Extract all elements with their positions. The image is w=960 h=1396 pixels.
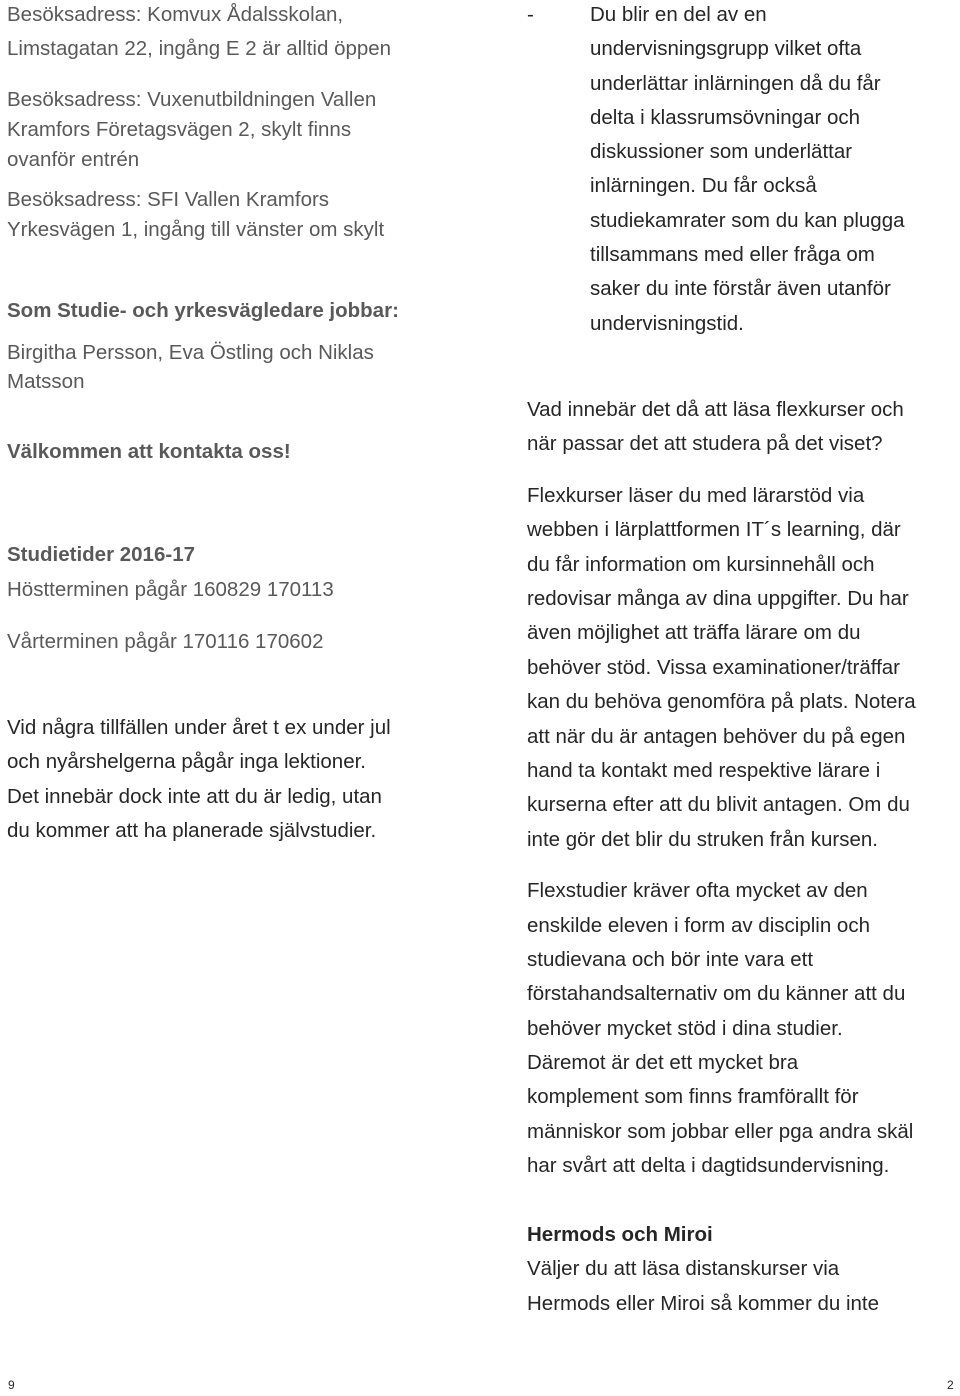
page-number-right: 2 — [947, 1378, 954, 1392]
text-line: diskussioner som underlättar — [590, 140, 853, 163]
text-line: delta i klassrumsövningar och — [590, 106, 861, 129]
text-line: inlärningen. Du får också — [590, 174, 817, 197]
text-line: även möjlighet att träffa lärare om du — [527, 621, 861, 644]
section-heading: Studietider 2016-17 — [7, 543, 195, 566]
text-line: du får information om kursinnehåll och — [527, 553, 875, 576]
text-line: Vårterminen pågår 170116 170602 — [7, 630, 324, 653]
text-line: Vid några tillfällen under året t ex under jul — [7, 716, 391, 739]
text-line: studiekamrater som du kan plugga — [590, 209, 905, 232]
section-heading: Som Studie- och yrkesvägledare jobbar: — [7, 299, 399, 322]
text-line: enskilde eleven i form av disciplin och — [527, 914, 870, 937]
text-line: ovanför entrén — [7, 148, 140, 171]
text-line: Du blir en del av en — [590, 3, 767, 26]
text-line: Höstterminen pågår 160829 170113 — [7, 578, 334, 601]
text-line: undervisningstid. — [590, 312, 744, 335]
text-line: människor som jobbar eller pga andra skäl — [527, 1120, 914, 1143]
text-line: Vad innebär det då att läsa flexkurser och — [527, 398, 904, 421]
text-line: Besöksadress: Vuxenutbildningen Vallen — [7, 88, 377, 111]
text-line: saker du inte förstår även utanför — [590, 277, 891, 300]
text-line: studievana och bör inte vara ett — [527, 948, 814, 971]
text-line: Kramfors Företagsvägen 2, skylt finns — [7, 118, 352, 141]
text-line: webben i lärplattformen IT´s learning, där — [527, 518, 901, 541]
text-line: kan du behöva genomföra på plats. Notera — [527, 690, 916, 713]
text-line: Yrkesvägen 1, ingång till vänster om skylt — [7, 218, 385, 241]
text-line: redovisar många av dina uppgifter. Du har — [527, 587, 909, 610]
text-line: behöver stöd. Vissa examinationer/träffar — [527, 656, 901, 679]
page-number-left: 9 — [8, 1378, 15, 1392]
text-line: undervisningsgrupp vilket ofta — [590, 37, 862, 60]
text-line: Flexkurser läser du med lärarstöd via — [527, 484, 865, 507]
text-line: Flexstudier kräver ofta mycket av den — [527, 879, 868, 902]
text-line: när passar det att studera på det viset? — [527, 432, 883, 455]
text-line: Hermods eller Miroi så kommer du inte — [527, 1292, 880, 1315]
text-line: Matsson — [7, 370, 85, 393]
bullet-dash: - — [527, 3, 534, 26]
text-line: har svårt att delta i dagtidsundervisning. — [527, 1154, 890, 1177]
text-line: kurserna efter att du blivit antagen. Om du — [527, 793, 910, 816]
text-line: du kommer att ha planerade självstudier. — [7, 819, 377, 842]
text-line: Besöksadress: Komvux Ådalsskolan, — [7, 3, 344, 26]
text-line: Birgitha Persson, Eva Östling och Niklas — [7, 341, 374, 364]
text-line: att när du är antagen behöver du på egen — [527, 725, 906, 748]
text-line: tillsammans med eller fråga om — [590, 243, 875, 266]
text-line: Väljer du att läsa distanskurser via — [527, 1257, 840, 1280]
text-line: Det innebär dock inte att du är ledig, utan — [7, 785, 382, 808]
text-line: Däremot är det ett mycket bra — [527, 1051, 799, 1074]
section-heading: Hermods och Miroi — [527, 1223, 713, 1246]
text-line: Limstagatan 22, ingång E 2 är alltid öppen — [7, 37, 392, 60]
text-line: hand ta kontakt med respektive lärare i — [527, 759, 881, 782]
section-heading: Välkommen att kontakta oss! — [7, 440, 291, 463]
text-line: behöver mycket stöd i dina studier. — [527, 1017, 843, 1040]
text-line: Besöksadress: SFI Vallen Kramfors — [7, 188, 330, 211]
text-line: inte gör det blir du struken från kursen. — [527, 828, 878, 851]
text-line: underlättar inlärningen då du får — [590, 72, 881, 95]
text-line: och nyårshelgerna pågår inga lektioner. — [7, 750, 366, 773]
text-line: förstahandsalternativ om du känner att du — [527, 982, 906, 1005]
text-line: komplement som finns framförallt för — [527, 1085, 859, 1108]
